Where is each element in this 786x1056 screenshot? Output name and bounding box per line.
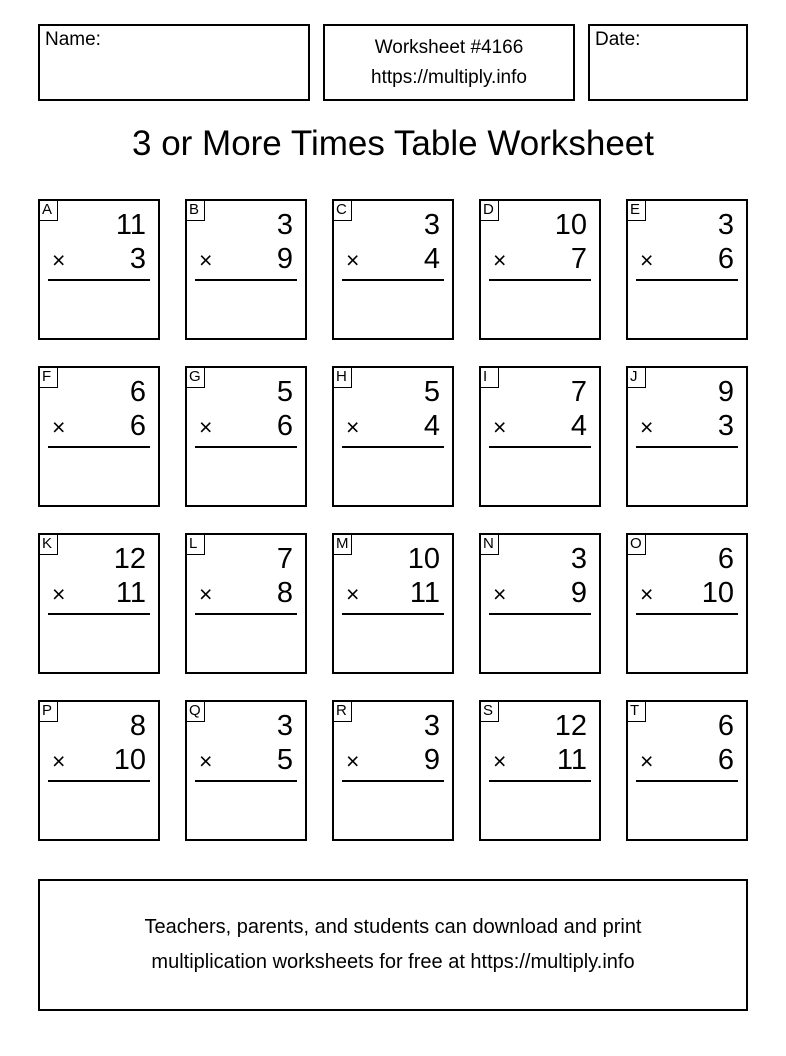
problem-letter: S (479, 700, 499, 722)
problem-top-number: 12 (554, 710, 587, 742)
problem-box[interactable] (479, 700, 601, 841)
problem-bottom-number: 7 (570, 243, 587, 275)
problem-bottom-number: 11 (409, 577, 440, 609)
problem-box[interactable] (626, 533, 748, 674)
problem-bottom-number: 4 (423, 243, 440, 275)
problem-box[interactable] (626, 700, 748, 841)
problem-letter: F (38, 366, 58, 388)
multiply-operator: × (52, 414, 66, 440)
problem-top-number: 5 (423, 376, 440, 408)
answer-line (489, 613, 591, 615)
problem-box[interactable] (332, 199, 454, 340)
multiply-operator: × (346, 748, 360, 774)
multiply-operator: × (346, 581, 360, 607)
answer-line (489, 780, 591, 782)
problem-bottom-number: 6 (276, 410, 293, 442)
multiply-operator: × (493, 414, 507, 440)
answer-line (48, 780, 150, 782)
answer-line (489, 446, 591, 448)
problem-box[interactable] (626, 366, 748, 507)
problem-letter: K (38, 533, 58, 555)
problem-top-number: 12 (113, 543, 146, 575)
problem-top-number: 7 (276, 543, 293, 575)
answer-line (48, 279, 150, 281)
problem-letter: T (626, 700, 646, 722)
problem-letter: D (479, 199, 499, 221)
answer-line (48, 613, 150, 615)
problem-box[interactable] (479, 533, 601, 674)
multiply-operator: × (52, 247, 66, 273)
multiply-operator: × (640, 247, 654, 273)
answer-line (342, 613, 444, 615)
problem-box[interactable] (38, 199, 160, 340)
answer-line (195, 446, 297, 448)
problem-bottom-number: 6 (129, 410, 146, 442)
answer-line (195, 613, 297, 615)
answer-line (636, 446, 738, 448)
multiply-operator: × (52, 748, 66, 774)
problem-letter: L (185, 533, 205, 555)
problem-letter: G (185, 366, 205, 388)
multiply-operator: × (346, 414, 360, 440)
problem-letter: R (332, 700, 352, 722)
problem-letter: B (185, 199, 205, 221)
multiply-operator: × (640, 414, 654, 440)
problem-top-number: 7 (570, 376, 587, 408)
worksheet-number: Worksheet #4166 (374, 37, 524, 58)
name-field-box[interactable] (38, 24, 310, 101)
page-title: 3 or More Times Table Worksheet (132, 124, 654, 163)
problem-box[interactable] (38, 366, 160, 507)
multiply-operator: × (346, 247, 360, 273)
problem-letter: I (479, 366, 499, 388)
problem-box[interactable] (332, 533, 454, 674)
name-label: Name: (45, 29, 101, 50)
problem-top-number: 9 (717, 376, 734, 408)
problem-top-number: 3 (570, 543, 587, 575)
problem-bottom-number: 6 (717, 744, 734, 776)
answer-line (489, 279, 591, 281)
answer-line (342, 279, 444, 281)
problem-top-number: 3 (717, 209, 734, 241)
problem-top-number: 10 (407, 543, 440, 575)
problem-box[interactable] (626, 199, 748, 340)
multiply-operator: × (640, 581, 654, 607)
problem-letter: O (626, 533, 646, 555)
problem-bottom-number: 10 (113, 744, 146, 776)
problem-bottom-number: 11 (115, 577, 146, 609)
problem-top-number: 6 (717, 710, 734, 742)
problem-letter: A (38, 199, 58, 221)
problem-top-number: 3 (276, 209, 293, 241)
worksheet-url: https://multiply.info (371, 67, 527, 88)
problem-top-number: 6 (129, 376, 146, 408)
problem-bottom-number: 4 (423, 410, 440, 442)
problem-bottom-number: 9 (423, 744, 440, 776)
date-field-box[interactable] (588, 24, 748, 101)
problem-box[interactable] (479, 366, 601, 507)
problem-letter: M (332, 533, 352, 555)
multiply-operator: × (493, 581, 507, 607)
problem-top-number: 6 (717, 543, 734, 575)
problem-letter: E (626, 199, 646, 221)
multiply-operator: × (199, 748, 213, 774)
multiply-operator: × (493, 247, 507, 273)
answer-line (636, 279, 738, 281)
problem-top-number: 5 (276, 376, 293, 408)
footer-box (38, 879, 748, 1011)
problem-box[interactable] (332, 700, 454, 841)
problem-bottom-number: 8 (276, 577, 293, 609)
problem-box[interactable] (185, 366, 307, 507)
footer-line-2: multiplication worksheets for free at https://multiply.info (151, 951, 635, 973)
problem-letter: J (626, 366, 646, 388)
answer-line (195, 780, 297, 782)
date-label: Date: (595, 29, 641, 50)
problem-box[interactable] (185, 700, 307, 841)
multiply-operator: × (493, 748, 507, 774)
answer-line (48, 446, 150, 448)
problem-box[interactable] (185, 199, 307, 340)
multiply-operator: × (52, 581, 66, 607)
problem-top-number: 3 (423, 710, 440, 742)
footer-line-1: Teachers, parents, and students can download and print (144, 916, 642, 938)
problem-bottom-number: 10 (701, 577, 734, 609)
problem-letter: P (38, 700, 58, 722)
multiply-operator: × (640, 748, 654, 774)
answer-line (342, 780, 444, 782)
answer-line (195, 279, 297, 281)
problem-top-number: 10 (554, 209, 587, 241)
worksheet-info-box (323, 24, 575, 101)
problem-box[interactable] (185, 533, 307, 674)
answer-line (636, 780, 738, 782)
problem-top-number: 11 (115, 209, 146, 241)
multiply-operator: × (199, 414, 213, 440)
problem-top-number: 3 (423, 209, 440, 241)
problem-bottom-number: 6 (717, 243, 734, 275)
multiply-operator: × (199, 247, 213, 273)
problem-bottom-number: 11 (556, 744, 587, 776)
problem-box[interactable] (479, 199, 601, 340)
problem-letter: C (332, 199, 352, 221)
problem-top-number: 3 (276, 710, 293, 742)
problem-box[interactable] (38, 700, 160, 841)
problem-letter: H (332, 366, 352, 388)
multiply-operator: × (199, 581, 213, 607)
problem-box[interactable] (38, 533, 160, 674)
problem-bottom-number: 3 (717, 410, 734, 442)
problem-letter: Q (185, 700, 205, 722)
problem-bottom-number: 4 (570, 410, 587, 442)
problem-bottom-number: 9 (276, 243, 293, 275)
answer-line (636, 613, 738, 615)
problem-top-number: 8 (129, 710, 146, 742)
answer-line (342, 446, 444, 448)
problem-letter: N (479, 533, 499, 555)
problem-box[interactable] (332, 366, 454, 507)
problem-bottom-number: 3 (129, 243, 146, 275)
problem-bottom-number: 5 (276, 744, 293, 776)
problem-bottom-number: 9 (570, 577, 587, 609)
